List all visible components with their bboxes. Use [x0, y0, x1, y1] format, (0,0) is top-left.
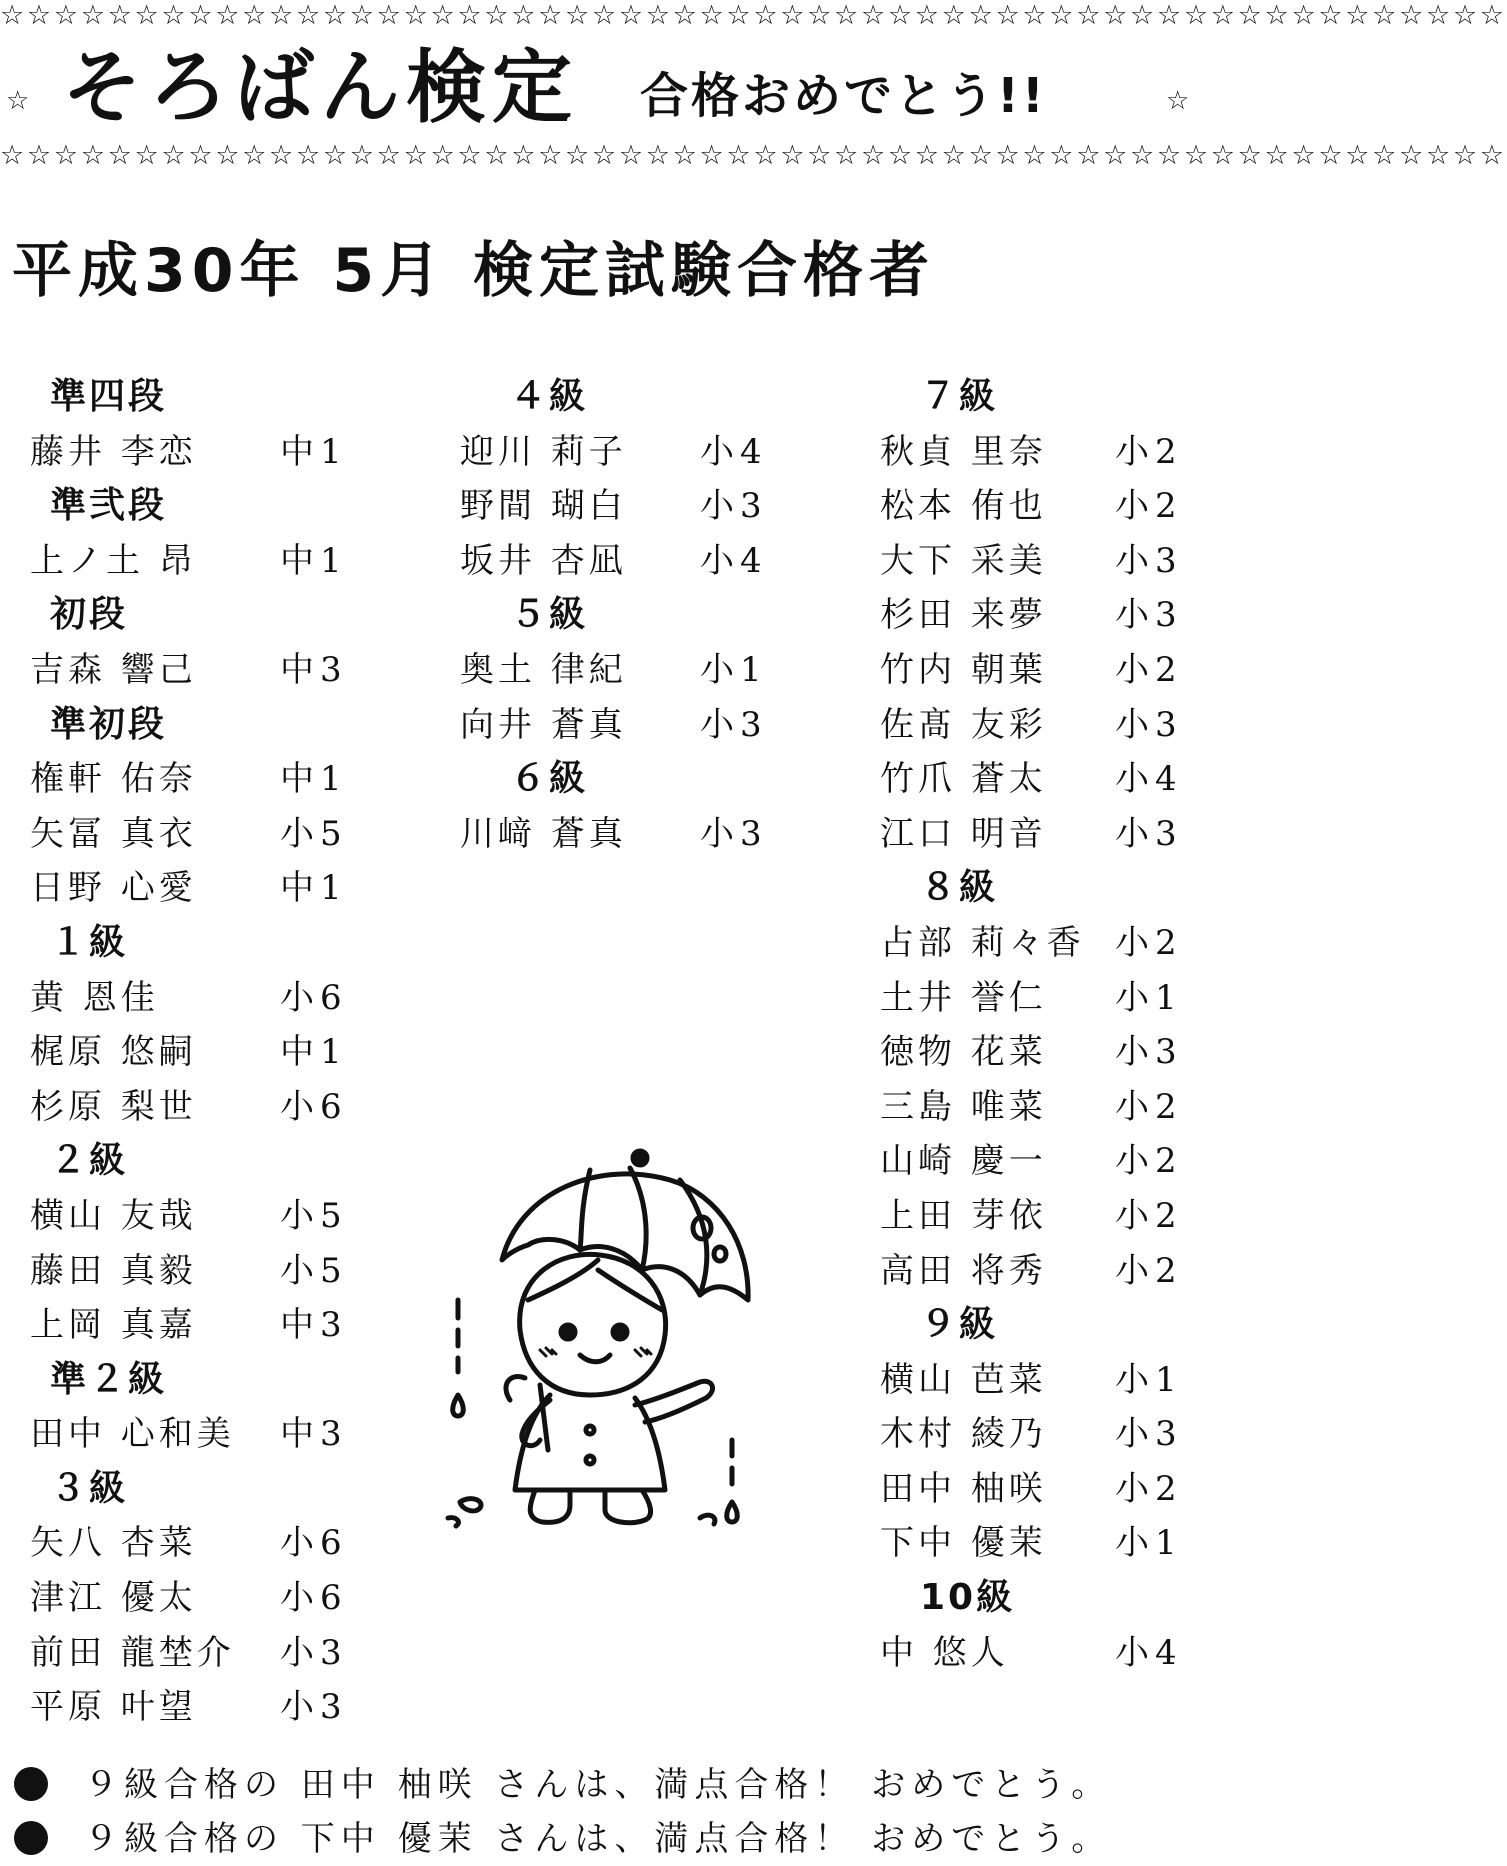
grade-heading: ８級 — [920, 867, 999, 909]
passer-row — [860, 1080, 1195, 1135]
passer-school-year: 小2 — [1115, 431, 1183, 472]
child-with-umbrella-illustration — [430, 1150, 790, 1530]
passer-school-year: 小6 — [280, 1578, 348, 1619]
passer-row — [460, 643, 790, 698]
passer-school-year: 小3 — [280, 1632, 348, 1673]
passer-row — [10, 534, 350, 589]
passer-school-year: 中1 — [280, 1032, 348, 1073]
passer-name: 野間 瑚白 — [460, 486, 627, 527]
passer-school-year: 小1 — [1115, 1523, 1183, 1564]
passer-row — [860, 752, 1195, 807]
passer-row — [860, 1134, 1195, 1189]
star-left: ☆ — [6, 86, 30, 116]
grade-heading: ５級 — [510, 594, 589, 636]
column-left — [10, 370, 350, 1735]
passer-school-year: 中1 — [280, 431, 348, 472]
passer-row — [860, 643, 1195, 698]
passer-name: 川﨑 蒼真 — [460, 813, 627, 854]
passer-row — [10, 807, 350, 862]
passer-row — [10, 971, 350, 1026]
passer-row — [460, 807, 790, 862]
passer-school-year: 小6 — [280, 1523, 348, 1564]
passer-name: 矢八 杏菜 — [30, 1523, 197, 1564]
grade-heading: ９級 — [920, 1304, 999, 1346]
passer-name: 三島 唯菜 — [880, 1086, 1047, 1127]
passer-school-year: 小2 — [1115, 1141, 1183, 1182]
passer-school-year: 小4 — [1115, 1632, 1183, 1673]
passer-row — [10, 752, 350, 807]
passer-school-year: 小3 — [1115, 595, 1183, 636]
passer-school-year: 小3 — [700, 813, 768, 854]
bullet-icon — [14, 1767, 48, 1801]
passer-school-year: 小6 — [280, 1086, 348, 1127]
star-border-bottom: ☆☆☆☆☆☆☆☆☆☆☆☆☆☆☆☆☆☆☆☆☆☆☆☆☆☆☆☆☆☆☆☆☆☆☆☆☆☆☆☆☆☆☆☆☆☆☆☆☆☆☆☆☆☆☆☆ — [0, 140, 1507, 171]
passer-school-year: 小2 — [1115, 1250, 1183, 1291]
passer-school-year: 小3 — [280, 1687, 348, 1728]
passer-row — [860, 479, 1195, 534]
grade-heading: １級 — [50, 921, 129, 963]
passer-row — [10, 1298, 350, 1353]
passer-row — [860, 1353, 1195, 1408]
passer-row — [860, 698, 1195, 753]
passer-row — [860, 1189, 1195, 1244]
grade-heading: ３級 — [50, 1467, 129, 1509]
passer-name: 徳物 花菜 — [880, 1032, 1047, 1073]
passer-name: 上ノ土 昂 — [30, 540, 197, 581]
passer-row — [10, 1080, 350, 1135]
passer-name: 中 悠人 — [880, 1632, 1009, 1673]
passer-school-year: 小2 — [1115, 922, 1183, 963]
passer-name: 田中 柚咲 — [880, 1468, 1047, 1509]
passer-name: 大下 采美 — [880, 540, 1047, 581]
passer-row — [860, 588, 1195, 643]
passer-name: 黄 恩佳 — [30, 977, 159, 1018]
passer-school-year: 小3 — [700, 704, 768, 745]
passer-row — [10, 643, 350, 698]
passer-row — [860, 1516, 1195, 1571]
passer-name: 権軒 佑奈 — [30, 759, 197, 800]
passer-school-year: 小2 — [1115, 1468, 1183, 1509]
grade-heading: ４級 — [510, 376, 589, 417]
passer-school-year: 小5 — [280, 813, 348, 854]
note-text: ９級合格の 下中 優茉 さんは、満点合格！ おめでとう。 — [84, 1819, 1112, 1859]
passer-name: 占部 莉々香 — [880, 922, 1085, 963]
passer-name: 竹内 朝葉 — [880, 649, 1047, 690]
passer-name: 津江 優太 — [30, 1578, 197, 1619]
column-middle — [460, 370, 790, 861]
passer-row — [10, 1626, 350, 1681]
passer-name: 下中 優茉 — [880, 1523, 1047, 1564]
passer-row — [860, 1462, 1195, 1517]
passer-name: 江口 明音 — [880, 813, 1047, 854]
passer-school-year: 小4 — [1115, 759, 1183, 800]
banner-title: そろばん検定 — [62, 41, 578, 134]
note-item — [14, 1758, 1111, 1812]
passer-name: 松本 侑也 — [880, 486, 1047, 527]
passer-row — [860, 1407, 1195, 1462]
passer-school-year: 小2 — [1115, 1086, 1183, 1127]
passer-school-year: 中1 — [280, 759, 348, 800]
passer-row — [860, 1244, 1195, 1299]
note-item — [14, 1812, 1111, 1866]
passer-school-year: 小2 — [1115, 649, 1183, 690]
passer-school-year: 小3 — [1115, 540, 1183, 581]
grade-heading: ２級 — [50, 1140, 129, 1182]
grade-heading: 準四段 — [50, 376, 168, 417]
passer-name: 藤井 李恋 — [30, 431, 197, 472]
passer-row — [860, 1626, 1195, 1681]
column-right — [860, 370, 1195, 1680]
passer-name: 秋貞 里奈 — [880, 431, 1047, 472]
passer-name: 杉田 来夢 — [880, 595, 1047, 636]
passer-name: 竹爪 蒼太 — [880, 759, 1047, 800]
passer-name: 平原 叶望 — [30, 1687, 197, 1728]
passer-row — [10, 1025, 350, 1080]
grade-heading: ７級 — [920, 376, 999, 417]
passer-school-year: 小5 — [280, 1195, 348, 1236]
passer-school-year: 小1 — [700, 649, 768, 690]
passer-school-year: 小2 — [1115, 486, 1183, 527]
passer-name: 山崎 慶一 — [880, 1141, 1047, 1182]
passer-row — [10, 1189, 350, 1244]
passer-row — [10, 1244, 350, 1299]
passer-row — [460, 698, 790, 753]
passer-row — [10, 1571, 350, 1626]
passer-school-year: 小1 — [1115, 1359, 1183, 1400]
passer-name: 杉原 梨世 — [30, 1086, 197, 1127]
passer-school-year: 中1 — [280, 540, 348, 581]
passer-name: 横山 芭菜 — [880, 1359, 1047, 1400]
passer-name: 藤田 真毅 — [30, 1250, 197, 1291]
grade-heading: 準２級 — [50, 1358, 168, 1400]
passer-name: 吉森 響己 — [30, 649, 197, 690]
passer-name: 上田 芽依 — [880, 1195, 1047, 1236]
passer-name: 木村 綾乃 — [880, 1414, 1047, 1455]
star-border-top: ☆☆☆☆☆☆☆☆☆☆☆☆☆☆☆☆☆☆☆☆☆☆☆☆☆☆☆☆☆☆☆☆☆☆☆☆☆☆☆☆☆☆☆☆☆☆☆☆☆☆☆☆☆☆☆☆ — [0, 0, 1507, 31]
banner-subtitle: 合格おめでとう!! — [640, 68, 1047, 124]
passer-row — [10, 1680, 350, 1735]
passer-row — [860, 425, 1195, 480]
passer-school-year: 小1 — [1115, 977, 1183, 1018]
passer-name: 向井 蒼真 — [460, 704, 627, 745]
passer-row — [460, 425, 790, 480]
passer-school-year: 小3 — [1115, 1414, 1183, 1455]
passer-school-year: 中3 — [280, 1305, 348, 1346]
passer-name: 田中 心和美 — [30, 1414, 235, 1455]
passer-school-year: 小4 — [700, 431, 768, 472]
passer-name: 奥土 律紀 — [460, 649, 627, 690]
passer-row — [10, 861, 350, 916]
passer-name: 日野 心愛 — [30, 868, 197, 909]
grade-heading: 10級 — [920, 1577, 1016, 1619]
passer-row — [860, 971, 1195, 1026]
passer-row — [860, 916, 1195, 971]
passer-row — [10, 1516, 350, 1571]
passer-school-year: 小6 — [280, 977, 348, 1018]
passer-school-year: 小4 — [700, 540, 768, 581]
notes — [14, 1758, 1111, 1866]
note-text: ９級合格の 田中 柚咲 さんは、満点合格！ おめでとう。 — [84, 1765, 1112, 1805]
passer-school-year: 小5 — [280, 1250, 348, 1291]
passer-name: 上岡 真嘉 — [30, 1305, 197, 1346]
passer-row — [860, 807, 1195, 862]
passer-school-year: 小3 — [1115, 1032, 1183, 1073]
passer-name: 佐髙 友彩 — [880, 704, 1047, 745]
passer-name: 坂井 杏凪 — [460, 540, 627, 581]
passer-school-year: 小3 — [1115, 704, 1183, 745]
passer-school-year: 小3 — [700, 486, 768, 527]
passer-school-year: 小3 — [1115, 813, 1183, 854]
passer-row — [860, 1025, 1195, 1080]
star-right: ☆ — [1166, 86, 1190, 116]
passer-row — [460, 479, 790, 534]
passer-name: 前田 龍埜介 — [30, 1632, 235, 1673]
grade-heading: 準初段 — [50, 703, 168, 745]
page-heading: 平成30年 5月 検定試験合格者 — [12, 236, 936, 306]
grade-heading: ６級 — [510, 758, 589, 800]
passer-row — [460, 534, 790, 589]
passer-row — [860, 534, 1195, 589]
passer-name: 横山 友哉 — [30, 1195, 197, 1236]
passer-name: 迎川 莉子 — [460, 431, 627, 472]
passer-name: 梶原 悠嗣 — [30, 1032, 197, 1073]
grade-heading: 準弐段 — [50, 485, 168, 527]
passer-row — [10, 425, 350, 480]
passer-school-year: 中3 — [280, 649, 348, 690]
passer-school-year: 小2 — [1115, 1195, 1183, 1236]
bullet-icon — [14, 1821, 48, 1855]
grade-heading: 初段 — [50, 594, 129, 636]
passer-row — [10, 1407, 350, 1462]
passer-name: 矢冨 真衣 — [30, 813, 197, 854]
passer-school-year: 中1 — [280, 868, 348, 909]
passer-name: 土井 誉仁 — [880, 977, 1047, 1018]
passer-school-year: 中3 — [280, 1414, 348, 1455]
passer-name: 高田 将秀 — [880, 1250, 1047, 1291]
